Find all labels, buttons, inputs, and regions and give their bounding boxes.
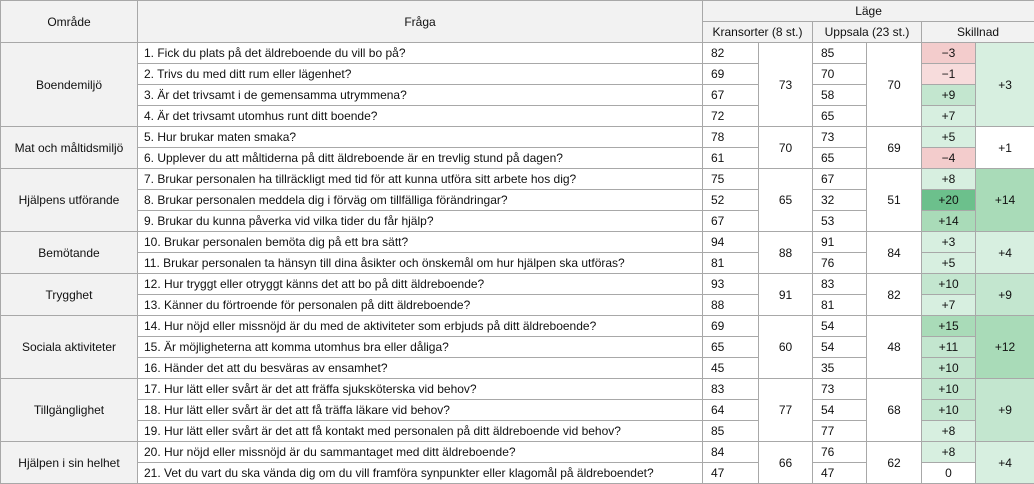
difference-value: +10 xyxy=(922,400,976,421)
table-row xyxy=(1,43,1034,64)
difference-value: +3 xyxy=(922,232,976,253)
area-label: Hjälpens utförande xyxy=(1,169,138,232)
question-text: 9. Brukar du kunna påverka vid vilka tider du får hjälp? xyxy=(138,211,703,232)
question-text: 20. Hur nöjd eller missnöjd är du sammantaget med ditt äldreboende? xyxy=(138,442,703,463)
uppsala-value: 85 xyxy=(813,43,867,64)
area-label: Tillgänglighet xyxy=(1,379,138,442)
uppsala-value: 65 xyxy=(813,148,867,169)
kransorter-value: 67 xyxy=(703,85,759,106)
difference-value: +8 xyxy=(922,169,976,190)
question-text: 6. Upplever du att måltiderna på ditt äldreboende är en trevlig stund på dagen? xyxy=(138,148,703,169)
uppsala-area-avg: 68 xyxy=(867,379,922,442)
difference-value: +8 xyxy=(922,421,976,442)
kransorter-area-avg: 70 xyxy=(759,127,813,169)
table-row xyxy=(1,442,1034,463)
uppsala-area-avg: 82 xyxy=(867,274,922,316)
uppsala-value: 53 xyxy=(813,211,867,232)
question-text: 13. Känner du förtroende för personalen på ditt äldreboende? xyxy=(138,295,703,316)
kransorter-area-avg: 88 xyxy=(759,232,813,274)
question-text: 21. Vet du vart du ska vända dig om du vill framföra synpunkter eller klagomål på äldreboendet? xyxy=(138,463,703,484)
kransorter-area-avg: 66 xyxy=(759,442,813,484)
header-skillnad: Skillnad xyxy=(922,22,1034,43)
uppsala-value: 70 xyxy=(813,64,867,85)
uppsala-value: 77 xyxy=(813,421,867,442)
uppsala-area-avg: 70 xyxy=(867,43,922,127)
kransorter-value: 75 xyxy=(703,169,759,190)
kransorter-value: 84 xyxy=(703,442,759,463)
question-text: 18. Hur lätt eller svårt är det att få träffa läkare vid behov? xyxy=(138,400,703,421)
difference-area-avg: +1 xyxy=(976,127,1034,169)
question-text: 3. Är det trivsamt i de gemensamma utrymmena? xyxy=(138,85,703,106)
uppsala-value: 54 xyxy=(813,400,867,421)
question-text: 4. Är det trivsamt utomhus runt ditt boende? xyxy=(138,106,703,127)
table-row xyxy=(1,169,1034,190)
header-kransorter: Kransorter (8 st.) xyxy=(703,22,813,43)
uppsala-area-avg: 48 xyxy=(867,316,922,379)
difference-area-avg: +3 xyxy=(976,43,1034,127)
area-label: Trygghet xyxy=(1,274,138,316)
difference-value: +14 xyxy=(922,211,976,232)
kransorter-value: 64 xyxy=(703,400,759,421)
kransorter-value: 65 xyxy=(703,337,759,358)
difference-value: +15 xyxy=(922,316,976,337)
table-row xyxy=(1,379,1034,400)
uppsala-area-avg: 51 xyxy=(867,169,922,232)
question-text: 19. Hur lätt eller svårt är det att få kontakt med personalen på ditt äldreboende vid behov? xyxy=(138,421,703,442)
kransorter-value: 45 xyxy=(703,358,759,379)
difference-value: +9 xyxy=(922,85,976,106)
area-label: Hjälpen i sin helhet xyxy=(1,442,138,484)
uppsala-area-avg: 62 xyxy=(867,442,922,484)
difference-value: +10 xyxy=(922,274,976,295)
difference-area-avg: +12 xyxy=(976,316,1034,379)
question-text: 14. Hur nöjd eller missnöjd är du med de aktiviteter som erbjuds på ditt äldreboende? xyxy=(138,316,703,337)
difference-area-avg: +9 xyxy=(976,274,1034,316)
difference-value: +7 xyxy=(922,106,976,127)
question-text: 5. Hur brukar maten smaka? xyxy=(138,127,703,148)
uppsala-value: 76 xyxy=(813,442,867,463)
question-text: 11. Brukar personalen ta hänsyn till dina åsikter och önskemål om hur hjälpen ska utföras? xyxy=(138,253,703,274)
uppsala-value: 58 xyxy=(813,85,867,106)
difference-value: +5 xyxy=(922,253,976,274)
uppsala-value: 35 xyxy=(813,358,867,379)
uppsala-value: 81 xyxy=(813,295,867,316)
kransorter-area-avg: 73 xyxy=(759,43,813,127)
table-body xyxy=(1,43,1034,484)
kransorter-value: 94 xyxy=(703,232,759,253)
difference-value: −3 xyxy=(922,43,976,64)
difference-value: +8 xyxy=(922,442,976,463)
kransorter-value: 72 xyxy=(703,106,759,127)
kransorter-value: 83 xyxy=(703,379,759,400)
difference-area-avg: +4 xyxy=(976,442,1034,484)
kransorter-value: 69 xyxy=(703,316,759,337)
uppsala-value: 73 xyxy=(813,127,867,148)
difference-value: +7 xyxy=(922,295,976,316)
table-row xyxy=(1,274,1034,295)
question-text: 12. Hur tryggt eller otryggt känns det att bo på ditt äldreboende? xyxy=(138,274,703,295)
difference-value: +5 xyxy=(922,127,976,148)
difference-value: −1 xyxy=(922,64,976,85)
kransorter-value: 82 xyxy=(703,43,759,64)
area-label: Bemötande xyxy=(1,232,138,274)
kransorter-value: 85 xyxy=(703,421,759,442)
header-lage: Läge xyxy=(703,1,1034,22)
kransorter-value: 67 xyxy=(703,211,759,232)
uppsala-area-avg: 69 xyxy=(867,127,922,169)
uppsala-value: 91 xyxy=(813,232,867,253)
area-label: Mat och måltidsmiljö xyxy=(1,127,138,169)
table-row xyxy=(1,316,1034,337)
table-row xyxy=(1,127,1034,148)
question-text: 15. Är möjligheterna att komma utomhus bra eller dåliga? xyxy=(138,337,703,358)
kransorter-value: 69 xyxy=(703,64,759,85)
difference-value: 0 xyxy=(922,463,976,484)
difference-value: +11 xyxy=(922,337,976,358)
question-text: 7. Brukar personalen ha tillräckligt med tid för att kunna utföra sitt arbete hos dig? xyxy=(138,169,703,190)
uppsala-value: 83 xyxy=(813,274,867,295)
uppsala-value: 54 xyxy=(813,337,867,358)
kransorter-area-avg: 60 xyxy=(759,316,813,379)
kransorter-value: 47 xyxy=(703,463,759,484)
uppsala-value: 73 xyxy=(813,379,867,400)
difference-area-avg: +4 xyxy=(976,232,1034,274)
kransorter-value: 81 xyxy=(703,253,759,274)
difference-value: +10 xyxy=(922,358,976,379)
uppsala-value: 65 xyxy=(813,106,867,127)
uppsala-value: 47 xyxy=(813,463,867,484)
header-question: Fråga xyxy=(138,1,703,43)
kransorter-area-avg: 65 xyxy=(759,169,813,232)
difference-value: −4 xyxy=(922,148,976,169)
table-row xyxy=(1,232,1034,253)
uppsala-value: 32 xyxy=(813,190,867,211)
question-text: 8. Brukar personalen meddela dig i förväg om tillfälliga förändringar? xyxy=(138,190,703,211)
question-text: 10. Brukar personalen bemöta dig på ett bra sätt? xyxy=(138,232,703,253)
difference-value: +10 xyxy=(922,379,976,400)
difference-value: +20 xyxy=(922,190,976,211)
question-text: 2. Trivs du med ditt rum eller lägenhet? xyxy=(138,64,703,85)
area-label: Boendemiljö xyxy=(1,43,138,127)
uppsala-value: 76 xyxy=(813,253,867,274)
question-text: 16. Händer det att du besväras av ensamhet? xyxy=(138,358,703,379)
kransorter-value: 88 xyxy=(703,295,759,316)
kransorter-value: 78 xyxy=(703,127,759,148)
kransorter-value: 93 xyxy=(703,274,759,295)
kransorter-value: 52 xyxy=(703,190,759,211)
header-uppsala: Uppsala (23 st.) xyxy=(813,22,922,43)
question-text: 17. Hur lätt eller svårt är det att fräffa sjuksköterska vid behov? xyxy=(138,379,703,400)
difference-area-avg: +9 xyxy=(976,379,1034,442)
question-text: 1. Fick du plats på det äldreboende du vill bo på? xyxy=(138,43,703,64)
kransorter-value: 61 xyxy=(703,148,759,169)
area-label: Sociala aktiviteter xyxy=(1,316,138,379)
kransorter-area-avg: 91 xyxy=(759,274,813,316)
kransorter-area-avg: 77 xyxy=(759,379,813,442)
uppsala-value: 67 xyxy=(813,169,867,190)
uppsala-value: 54 xyxy=(813,316,867,337)
difference-area-avg: +14 xyxy=(976,169,1034,232)
header-area: Område xyxy=(1,1,138,43)
uppsala-area-avg: 84 xyxy=(867,232,922,274)
